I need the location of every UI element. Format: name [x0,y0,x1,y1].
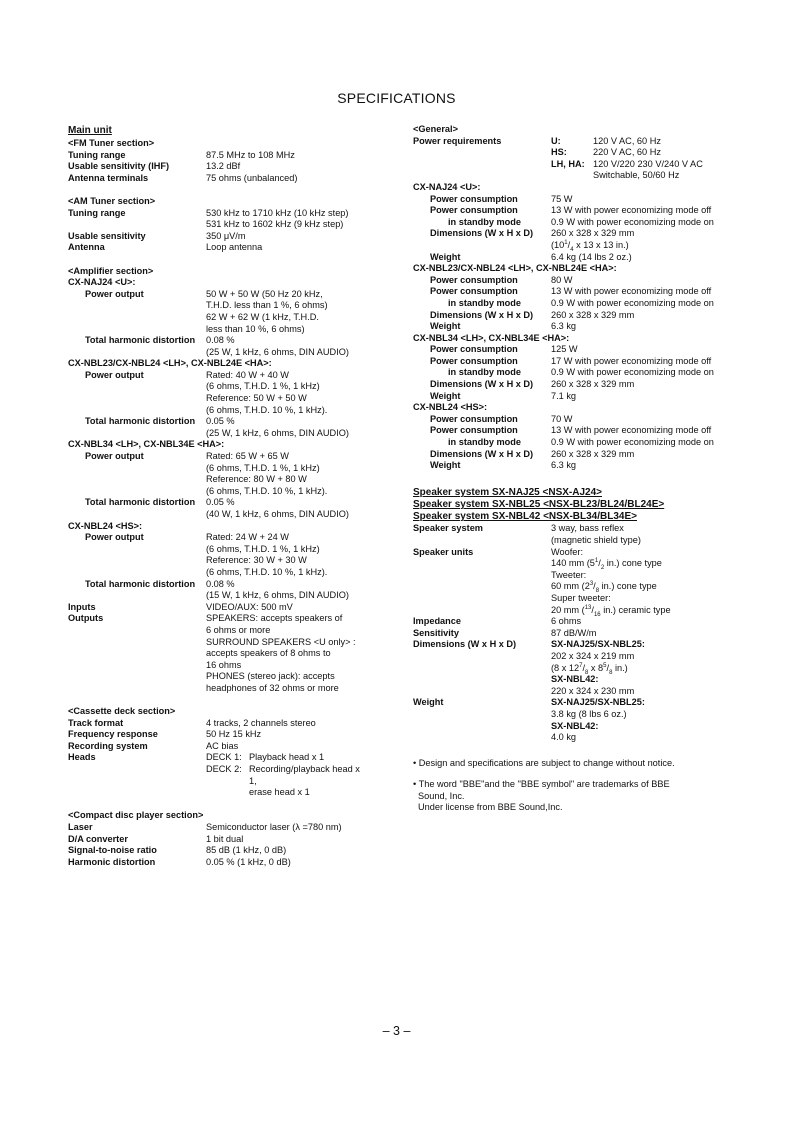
spec-row: Weight SX-NAJ25/SX-NBL25: 3.8 kg (8 lbs 6 oz.) SX-NBL42: 4.0 kg [413,697,645,743]
spec-label: Tuning range [68,207,126,218]
spec-row: Dimensions (W x H x D) 260 x 328 x 329 mm [430,379,635,390]
spec-label: Heads [68,752,96,763]
spec-row [68,208,368,220]
spec-value: Switchable, 50/60 Hz [593,170,680,181]
spec-label: Signal-to-noise ratio [68,845,157,856]
spec-value: 0.05 % (25 W, 1 kHz, 6 ohms, DIN AUDIO) [206,416,349,438]
spec-value: 531 kHz to 1602 kHz (9 kHz step) [206,219,344,230]
spec-row: ($10^1/_4$ x 13 x 13 in.) [551,239,629,253]
spec-row [68,416,368,439]
spec-row: Speaker units Woofer: 140 mm ($5^1/_2$ in.) cone type Tweeter: 60 mm ($2^3/_8$ in.) cone type Super tweeter: 20 mm ($^{13}/_{16}$ in.) ceramic type [413,546,671,618]
spec-value: VIDEO/AUX: 500 mV [206,601,293,612]
spec-row [68,834,368,846]
model-heading: CX-NBL23/CX-NBL24 <LH>, CX-NBL24E <HA>: [68,358,272,369]
spec-value: 0.05 % (1 kHz, 0 dB) [206,856,291,867]
spec-row [68,335,368,358]
page-title: SPECIFICATIONS [337,90,456,106]
spec-row: Power requirements U: 120 V AC, 60 Hz [413,136,733,148]
spec-label: Power output [85,532,144,543]
spec-value: 0.05 % (40 W, 1 kHz, 6 ohms, DIN AUDIO) [206,497,349,519]
note-bbe: • The word "BBE"and the "BBE symbol" are trademarks of BBE Sound, Inc. Under license from BBE Sound,Inc. [413,779,670,813]
spec-label: Total harmonic distortion [85,578,196,589]
spec-value: 13.2 dBf [206,161,241,172]
spec-label: Power output [85,288,144,299]
main-unit-heading: Main unit [68,125,112,136]
spec-row: in standby mode 0.9 W with power economizing mode on [448,367,714,378]
spec-row [68,161,368,173]
spec-value: 85 dB (1 kHz, 0 dB) [206,845,287,856]
spec-row [68,242,368,254]
spec-value: 4 tracks, 2 channels stereo [206,717,316,728]
spec-row [68,150,368,162]
spec-label: Power output [85,451,144,462]
spec-row: Dimensions (W x H x D) 260 x 328 x 329 mm [430,309,635,320]
general-column [413,124,733,824]
main-unit-column [68,124,368,868]
spec-row: Power consumption 13 W with power economizing mode off [430,286,712,297]
spec-row: Dimensions (W x H x D) SX-NAJ25/SX-NBL25: 202 x 324 x 219 mm (8 x $12^7/_8$ x $8^5/_8$ in.) SX-NBL42: 220 x 324 x 230 mm [413,639,645,696]
spec-row [68,845,368,857]
spec-value: 87.5 MHz to 108 MHz [206,149,295,160]
spec-value: 120 V/220 230 V/240 V AC [593,158,703,169]
spec-row: in standby mode 0.9 W with power economizing mode on [448,216,714,227]
spec-value: 530 kHz to 1710 kHz (10 kHz step) [206,207,349,218]
spec-label: Total harmonic distortion [85,416,196,427]
fm-section-heading: <FM Tuner section> [68,138,155,148]
note-design: • Design and specifications are subject to change without notice. [413,757,675,768]
spec-row [68,718,368,730]
amplifier-section-heading: <Amplifier section> [68,265,154,276]
spec-row [68,857,368,869]
spec-row: Sensitivity 87 dB/W/m [413,627,597,638]
spec-row: Power consumption 13 W with power economizing mode off [430,205,712,216]
speaker-heading: Speaker system SX-NAJ25 <NSX-AJ24> [413,487,602,499]
spec-label: Recording system [68,740,148,751]
spec-row [68,370,368,416]
spec-row [68,219,368,231]
spec-value: Semiconductor laser (λ =780 nm) [206,822,342,833]
spec-row [68,231,368,243]
model-heading: CX-NBL24 <HS>: [413,402,488,413]
spec-label: Antenna [68,242,105,253]
spec-row [68,451,368,497]
spec-value: Rated: 24 W + 24 W (6 ohms, T.H.D. 1 %, 1 kHz) Reference: 30 W + 30 W (6 ohms, T.H.D. 10 %, 1 kHz). [206,532,328,577]
spec-label: Inputs [68,601,96,612]
spec-row: Weight 6.3 kg [430,460,577,471]
spec-row: Dimensions (W x H x D) 260 x 328 x 329 mm [430,448,635,459]
spec-value: 1 bit dual [206,833,244,844]
spec-row [68,752,368,798]
spec-row [68,741,368,753]
am-section-heading: <AM Tuner section> [68,195,156,206]
model-heading: CX-NBL24 <HS>: [68,520,143,531]
model-heading: CX-NBL34 <LH>, CX-NBL34E <HA>: [68,439,225,450]
spec-label: Outputs [68,613,104,624]
spec-value: Rated: 40 W + 40 W (6 ohms, T.H.D. 1 %, 1 kHz) Reference: 50 W + 50 W (6 ohms, T.H.D. 10 %, 1 kHz). [206,369,328,415]
general-section-heading: <General> [413,124,458,134]
spec-row: HS: 220 V AC, 60 Hz [413,147,733,159]
spec-row: Power consumption 80 W [430,274,573,285]
page-number: – 3 – [382,1024,411,1038]
spec-value: 220 V AC, 60 Hz [593,147,661,158]
spec-row: Weight 6.3 kg [430,321,577,332]
spec-row: Power consumption 75 W [430,193,573,204]
spec-row: Power consumption 17 W with power economizing mode off [430,355,712,366]
spec-row [68,173,368,185]
spec-row: in standby mode 0.9 W with power economizing mode on [448,437,714,448]
spec-label: D/A converter [68,833,128,844]
spec-value: 50 W + 50 W (50 Hz 20 kHz, T.H.D. less than 1 %, 6 ohms) 62 W + 62 W (1 kHz, T.H.D. less than 10 %, 6 ohms) [206,288,328,334]
spec-label: Antenna terminals [68,172,149,183]
spec-value: DECK 1: Playback head x 1 DECK 2: Recording/playback head x 1, erase head x 1 [206,752,360,798]
spec-row: Speaker system 3 way, bass reflex (magnetic shield type) [413,523,641,545]
spec-row [68,579,368,602]
spec-label: Power output [85,369,144,380]
spec-row [68,289,368,335]
spec-label: Frequency response [68,729,158,740]
model-heading: CX-NAJ24 <U>: [68,277,136,288]
spec-row [68,613,368,694]
spec-row: Power consumption 70 W [430,413,573,424]
spec-value: 75 ohms (unbalanced) [206,172,298,183]
spec-label: Track format [68,717,124,728]
spec-value: Loop antenna [206,242,263,253]
spec-label: Usable sensitivity (IHF) [68,161,170,172]
spec-row [68,729,368,741]
spec-label: Laser [68,822,93,833]
spec-value: AC bias [206,740,239,751]
spec-row [68,822,368,834]
spec-row [68,497,368,520]
spec-value: 120 V AC, 60 Hz [593,135,661,146]
spec-value: 0.08 % (15 W, 1 kHz, 6 ohms, DIN AUDIO) [206,578,349,601]
model-heading: CX-NBL34 <LH>, CX-NBL34E <HA>: [413,332,570,343]
spec-label: Power requirements [413,135,502,146]
spec-label: Total harmonic distortion [85,335,196,346]
spec-row: Weight 7.1 kg [430,390,577,401]
spec-label: Tuning range [68,149,126,160]
spec-label: Usable sensitivity [68,230,146,241]
speaker-heading: Speaker system SX-NBL25 <NSX-BL23/BL24/BL24E> [413,499,665,511]
spec-row: Power consumption 13 W with power economizing mode off [430,425,712,436]
spec-row: Impedance 6 ohms [413,616,582,627]
spec-value: SPEAKERS: accepts speakers of 6 ohms or more SURROUND SPEAKERS <U only> : accepts speakers of 8 ohms to 16 ohms PHONES (stereo jack): accepts headphones of 32 ohms or more [206,613,356,693]
spec-row [68,602,368,614]
spec-row: Power consumption 125 W [430,344,578,355]
model-heading: CX-NAJ24 <U>: [413,181,481,192]
spec-row: LH, HA: 120 V/220 230 V/240 V AC [413,159,733,171]
spec-row [68,532,368,578]
spec-row: in standby mode 0.9 W with power economizing mode on [448,297,714,308]
spec-value: Rated: 65 W + 65 W (6 ohms, T.H.D. 1 %, 1 kHz) Reference: 80 W + 80 W (6 ohms, T.H.D. 10 %, 1 kHz). [206,451,328,496]
spec-row: Dimensions (W x H x D) 260 x 328 x 329 mm [430,228,635,239]
model-heading: CX-NBL23/CX-NBL24 <LH>, CX-NBL24E <HA>: [413,263,617,274]
spec-value: 0.08 % (25 W, 1 kHz, 6 ohms, DIN AUDIO) [206,335,349,357]
spec-value: 350 μV/m [206,230,246,241]
spec-label: Harmonic distortion [68,856,156,867]
notes [413,758,733,814]
spec-value: 50 Hz 15 kHz [206,729,262,740]
spec-row [413,170,733,182]
cd-section-heading: <Compact disc player section> [68,810,204,821]
spec-label: Total harmonic distortion [85,497,196,508]
speaker-heading: Speaker system SX-NBL42 <NSX-BL34/BL34E> [413,511,637,523]
cassette-section-heading: <Cassette deck section> [68,706,176,717]
spec-row: Weight 6.4 kg (14 lbs 2 oz.) [430,251,632,262]
